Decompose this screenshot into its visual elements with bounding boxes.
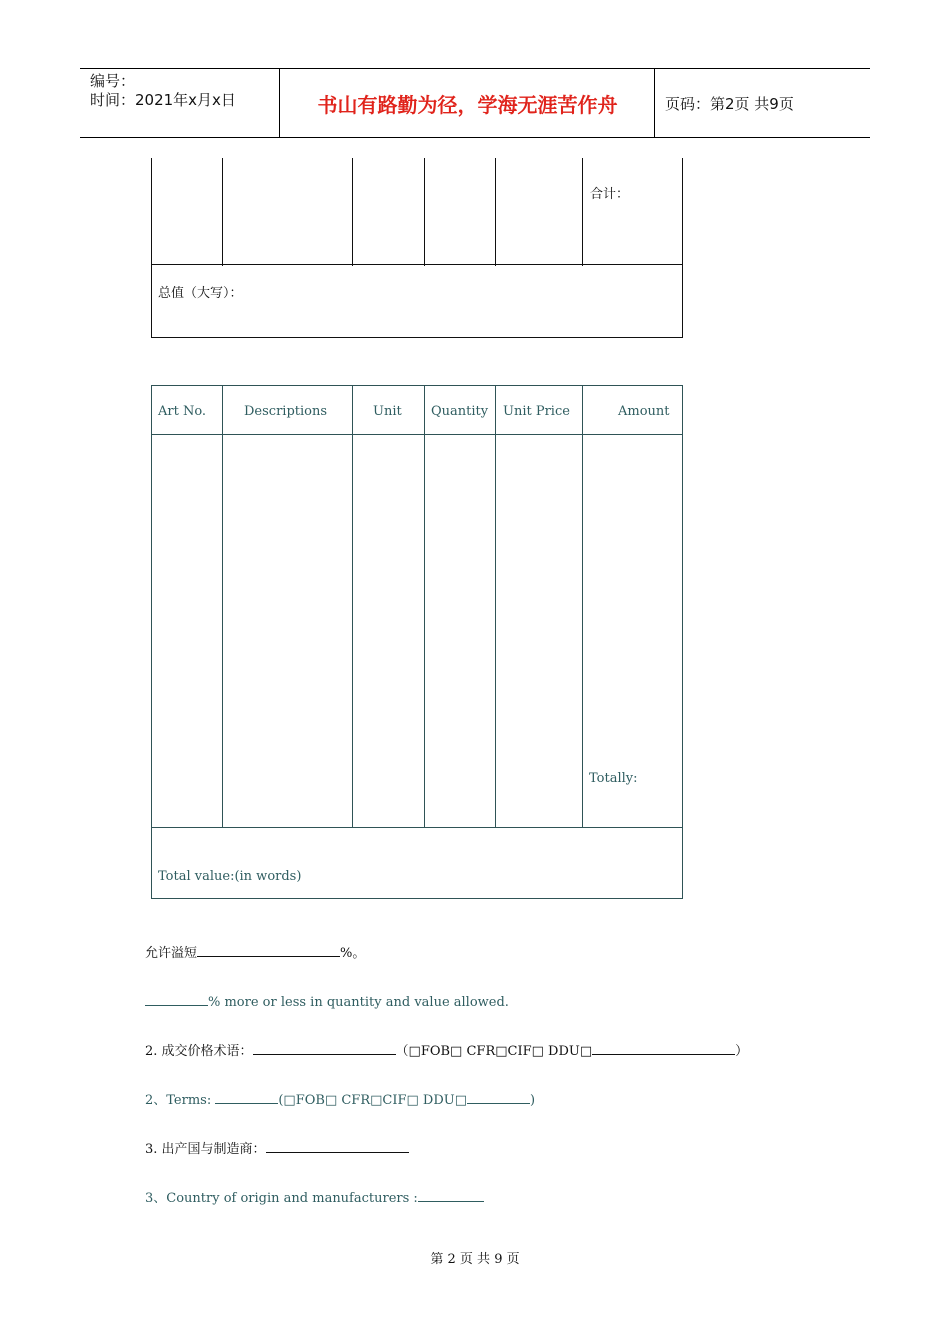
terms-en-ddu-blank[interactable] [467,1089,530,1104]
header-unit-price: Unit Price [503,404,570,419]
terms-cn-ddu-blank[interactable] [592,1040,735,1055]
overshort-en [145,991,509,1010]
overshort-en-blank[interactable] [145,991,208,1006]
origin-en-blank[interactable] [418,1187,484,1202]
origin-en-label: 3、Country of origin and manufacturers : [145,1191,418,1206]
terms-cn-label: 2. 成交价格术语： [145,1044,253,1059]
origin-cn [145,1138,409,1157]
overshort-en-text: % more or less in quantity and value allowed. [208,995,509,1010]
header-descriptions: Descriptions [244,404,328,419]
terms-cn-options: （□FOB□ CFR□CIF□ DDU□ [395,1044,593,1059]
date-label: 时间：2021年x月x日 [90,91,236,109]
overshort-cn [145,942,365,961]
header-unit: Unit [373,404,402,419]
terms-en-label: 2、Terms: [145,1093,216,1108]
total-words-label-en: Total value:(in words) [158,869,302,884]
terms-cn [145,1040,748,1059]
header-page-info: 页码：第2页 共9页 [665,94,794,113]
header-amount: Amount [618,404,670,419]
terms-en-blank[interactable] [215,1089,278,1104]
terms-en [145,1089,535,1108]
origin-cn-blank[interactable] [266,1138,409,1153]
header-quantity: Quantity [431,404,489,419]
serial-label: 编号： [90,72,136,90]
terms-cn-close: ） [735,1044,749,1059]
overshort-cn-prefix: 允许溢短 [145,946,198,961]
totally-label: Totally: [589,771,638,786]
origin-en [145,1187,484,1206]
terms-en-close: ) [530,1093,536,1108]
overshort-cn-suffix: %。 [340,946,366,961]
total-words-label-cn: 总值（大写）： [158,286,243,301]
header-motto: 书山有路勤为径，学海无涯苦作舟 [281,69,655,137]
page-footer: 第 2 页 共 9 页 [430,1252,520,1267]
header-art-no: Art No. [158,404,207,419]
subtotal-label: 合计： [590,187,630,202]
terms-cn-blank[interactable] [253,1040,396,1055]
overshort-cn-blank[interactable] [197,942,340,957]
terms-en-options: (□FOB□ CFR□CIF□ DDU□ [278,1093,467,1108]
origin-cn-label: 3. 出产国与制造商： [145,1142,266,1157]
